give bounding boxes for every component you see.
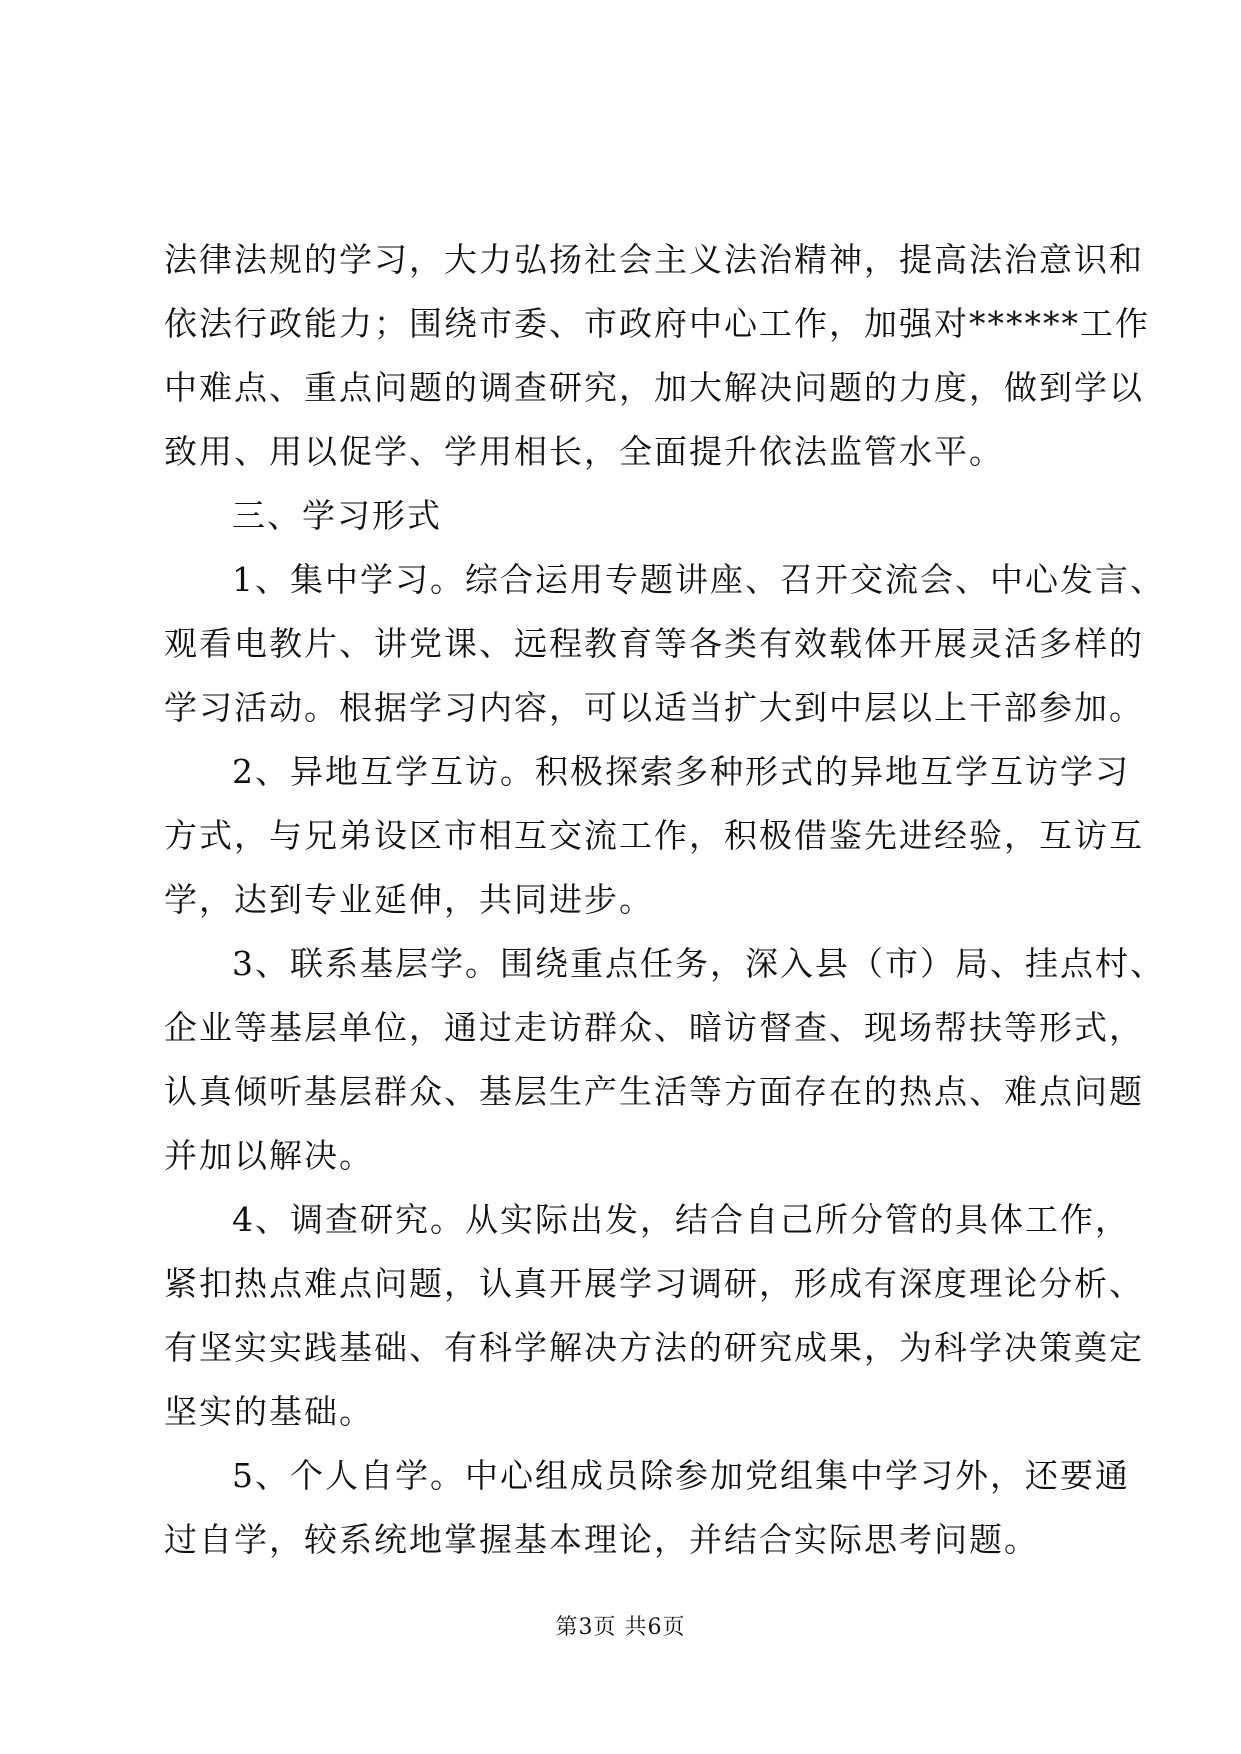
text-line: 3、联系基层学。围绕重点任务，深入县（市）局、挂点村、 — [232, 944, 1165, 983]
text-line: 依法行政能力；围绕市委、市政府中心工作，加强对******工作 — [164, 304, 1150, 343]
text-line: 企业等基层单位，通过走访群众、暗访督查、现场帮扶等形式， — [164, 1008, 1144, 1047]
text-line: 1、集中学习。综合运用专题讲座、召开交流会、中心发言、 — [232, 560, 1165, 599]
text-line: 并加以解决。 — [164, 1136, 374, 1175]
text-line: 致用、用以促学、学用相长，全面提升依法监管水平。 — [164, 432, 1004, 471]
page-number-footer: 第3页 共6页 — [555, 1615, 686, 1640]
text-line: 法律法规的学习，大力弘扬社会主义法治精神，提高法治意识和 — [164, 240, 1144, 279]
text-line: 学，达到专业延伸，共同进步。 — [164, 880, 654, 919]
document-body — [164, 228, 1165, 1572]
text-line: 4、调查研究。从实际出发，结合自己所分管的具体工作， — [232, 1200, 1130, 1239]
text-line: 坚实的基础。 — [164, 1392, 374, 1431]
text-line: 认真倾听基层群众、基层生产生活等方面存在的热点、难点问题 — [164, 1072, 1144, 1111]
text-line: 学习活动。根据学习内容，可以适当扩大到中层以上干部参加。 — [164, 688, 1144, 727]
section-heading: 三、学习形式 — [232, 496, 442, 535]
text-line: 紧扣热点难点问题，认真开展学习调研，形成有深度理论分析、 — [164, 1264, 1144, 1303]
text-line: 中难点、重点问题的调查研究，加大解决问题的力度，做到学以 — [164, 368, 1144, 407]
text-line: 5、个人自学。中心组成员除参加党组集中学习外，还要通 — [232, 1456, 1130, 1495]
text-line: 过自学，较系统地掌握基本理论，并结合实际思考问题。 — [164, 1520, 1039, 1559]
text-line: 2、异地互学互访。积极探索多种形式的异地互学互访学习 — [232, 752, 1130, 791]
text-line: 方式，与兄弟设区市相互交流工作，积极借鉴先进经验，互访互 — [164, 816, 1144, 855]
text-line: 观看电教片、讲党课、远程教育等各类有效载体开展灵活多样的 — [164, 624, 1144, 663]
text-line: 有坚实实践基础、有科学解决方法的研究成果，为科学决策奠定 — [164, 1328, 1144, 1367]
